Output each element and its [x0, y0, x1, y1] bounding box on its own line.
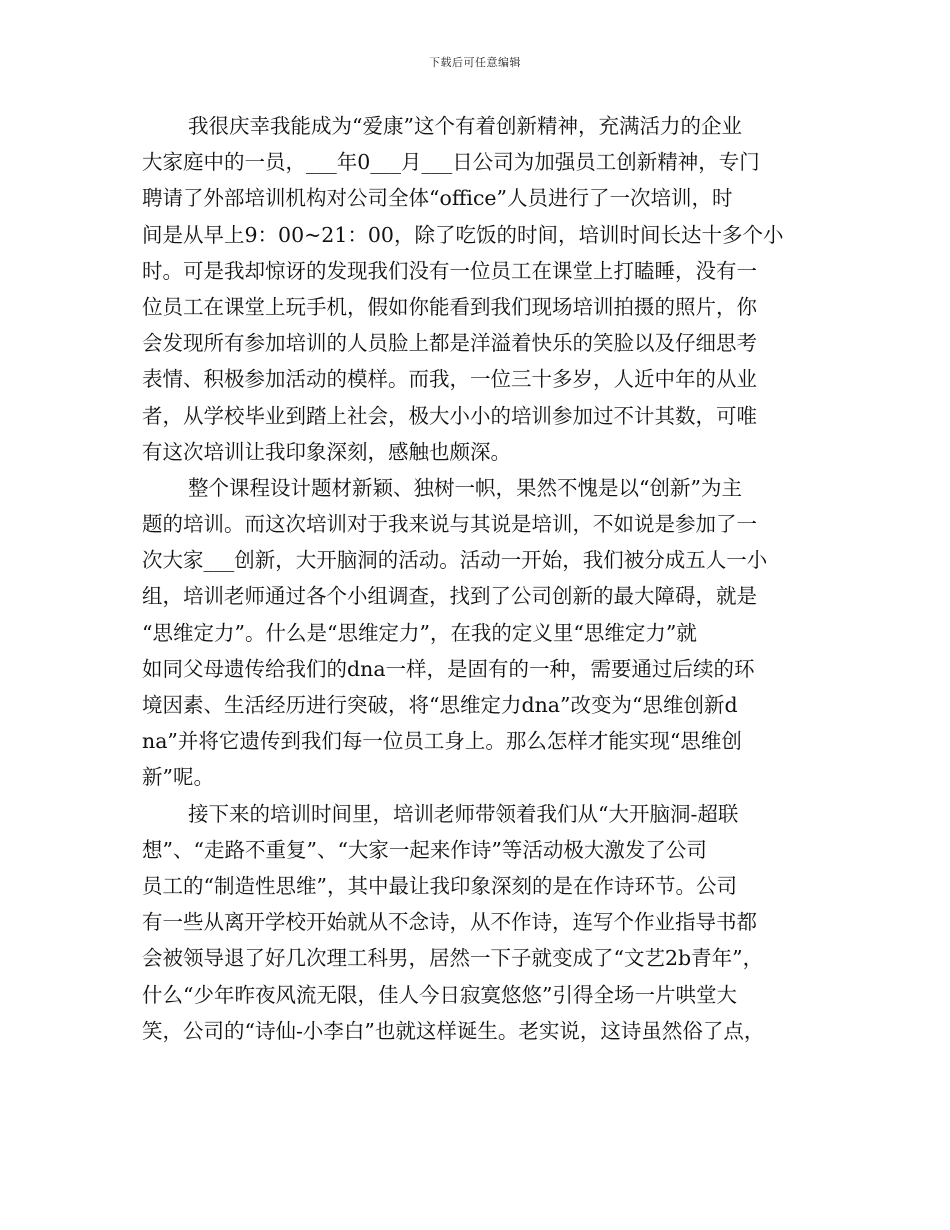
text-line: 什么“少年昨夜风流无限，佳人今日寂寞悠悠”引得全场一片哄堂大: [142, 982, 737, 1007]
text-line: 有这次培训让我印象深刻，感触也颇深。: [142, 439, 511, 464]
text-line: 整个课程设计题材新颖、独树一帜，果然不愧是以“创新”为主: [188, 475, 742, 500]
text-line: “思维定力”。什么是“思维定力”，在我的定义里“思维定力”就: [142, 620, 697, 645]
text-line: 位员工在课堂上玩手机，假如你能看到我们现场培训拍摄的照片，你: [142, 294, 757, 319]
text-line: 会被领导退了好几次理工科男，居然一下子就变成了“文艺2b青年”，: [142, 946, 764, 971]
text-line: 如同父母遗传给我们的dna一样，是固有的一种，需要通过后续的环: [142, 656, 755, 681]
text-line: 有一些从离开学校开始就从不念诗，从不作诗，连写个作业指导书都: [142, 910, 757, 935]
text-line: 时。可是我却惊讶的发现我们没有一位员工在课堂上打瞌睡，没有一: [142, 258, 757, 283]
text-line: 者，从学校毕业到踏上社会，极大小小的培训参加过不计其数，可唯: [142, 403, 757, 428]
text-line: 员工的“制造性思维”，其中最让我印象深刻的是在作诗环节。公司: [142, 873, 737, 898]
text-line: 笑，公司的“诗仙-小李白”也就这样诞生。老实说，这诗虽然俗了点，: [142, 1018, 765, 1043]
text-line: 境因素、生活经历进行突破，将“思维定力dna”改变为“思维创新d: [142, 693, 738, 717]
text-line: 大家庭中的一员，___年0___月___日公司为加强员工创新精神，专门: [142, 150, 760, 175]
text-line: 表情、积极参加活动的模样。而我，一位三十多岁，人近中年的从业: [142, 367, 757, 392]
text-line: 新”呢。: [142, 765, 214, 790]
text-line: 会发现所有参加培训的人员脸上都是洋溢着快乐的笑脸以及仔细思考: [142, 331, 757, 356]
text-line: 题的培训。而这次培训对于我来说与其说是培训，不如说是参加了一: [142, 512, 757, 537]
text-line: 聘请了外部培训机构对公司全体“office”人员进行了一次培训，时: [142, 186, 733, 211]
document-body: [142, 108, 812, 1049]
text-line: na”并将它遗传到我们每一位员工身上。那么怎样才能实现“思维创: [142, 729, 742, 754]
page-header: 下载后可任意编辑: [429, 56, 521, 69]
text-line: 次大家___创新，大开脑洞的活动。活动一开始，我们被分成五人一小: [142, 548, 768, 573]
text-line: 想”、“走路不重复”、“大家一起来作诗”等活动极大激发了公司: [142, 837, 707, 862]
text-line: 间是从早上9：00~21：00，除了吃饭的时间，培训时间长达十多个小: [142, 222, 784, 247]
text-line: 接下来的培训时间里，培训老师带领着我们从“大开脑洞-超联: [188, 801, 739, 826]
text-line: 我很庆幸我能成为“爱康”这个有着创新精神，充满活力的企业: [188, 114, 742, 138]
text-line: 组，培训老师通过各个小组调查，找到了公司创新的最大障碍，就是: [142, 584, 757, 609]
